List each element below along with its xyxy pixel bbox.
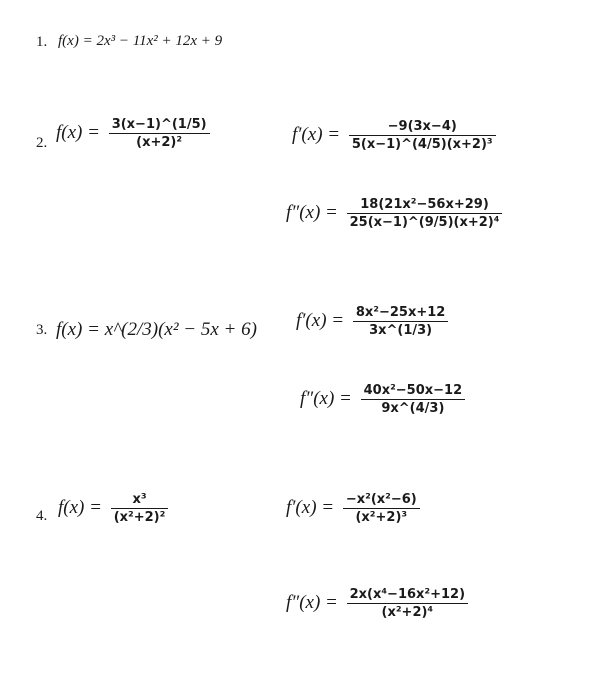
problem-4-function: [58, 493, 168, 524]
problem-2-f-fraction: [109, 118, 210, 149]
problem-2-number: 2.: [36, 135, 48, 151]
problem-2-f1-lhs: f′(x) =: [292, 123, 341, 145]
problem-2-f1-numerator: −9(3x−4): [349, 120, 496, 136]
problem-2-f2-lhs: f″(x) =: [286, 201, 338, 223]
problem-2-f1-fraction: [349, 120, 496, 151]
problem-3-f2-denominator: 9x^(4/3): [381, 401, 445, 416]
problem-2-first-derivative: [292, 120, 496, 151]
problem-4-second-derivative: [286, 588, 468, 619]
problem-3-f1-lhs: f′(x) =: [296, 309, 345, 331]
problem-3-f1-numerator: 8x²−25x+12: [353, 306, 448, 322]
problem-4-f2-lhs: f″(x) =: [286, 591, 338, 613]
problem-3-second-derivative: [300, 384, 465, 415]
problem-2-f-numerator: 3(x−1)^(1/5): [109, 118, 210, 134]
problem-4-f1-lhs: f′(x) =: [286, 496, 335, 518]
problem-4-number: 4.: [36, 508, 48, 524]
problem-4-f-lhs: f(x) =: [58, 496, 102, 518]
problem-3-f2-fraction: [361, 384, 466, 415]
problem-4-f2-numerator: 2x(x⁴−16x²+12): [347, 588, 468, 604]
problem-4-f1-denominator: (x²+2)³: [355, 510, 408, 525]
problem-2-function: [56, 118, 210, 149]
problem-2-f2-fraction: [347, 198, 503, 229]
problem-3-f2-numerator: 40x²−50x−12: [361, 384, 466, 400]
problem-4-f1-fraction: [343, 493, 420, 524]
problem-2-second-derivative: [286, 198, 502, 229]
problem-3-f2-lhs: f″(x) =: [300, 387, 352, 409]
problem-2-f-denominator: (x+2)²: [136, 135, 183, 150]
problem-4-f2-fraction: [347, 588, 468, 619]
problem-1-number: 1.: [36, 34, 48, 50]
problem-3-f1-denominator: 3x^(1/3): [369, 323, 433, 338]
problem-3-function: f(x) = x^(2/3)(x² − 5x + 6): [56, 319, 257, 340]
problem-4-first-derivative: [286, 493, 420, 524]
problem-2-f2-numerator: 18(21x²−56x+29): [347, 198, 503, 214]
problem-2-f-lhs: f(x) =: [56, 121, 100, 143]
problem-3-number: 3.: [36, 322, 48, 338]
problem-2-f2-denominator: 25(x−1)^(9/5)(x+2)⁴: [349, 215, 500, 230]
problem-2-f1-denominator: 5(x−1)^(4/5)(x+2)³: [351, 137, 493, 152]
problem-4-f2-denominator: (x²+2)⁴: [381, 605, 434, 620]
problem-4-f-fraction: [111, 493, 169, 524]
problem-4-f-denominator: (x²+2)²: [113, 510, 166, 525]
problem-1-function: f(x) = 2x³ − 11x² + 12x + 9: [58, 33, 223, 49]
problem-3-f1-fraction: [353, 306, 448, 337]
problem-4-f1-numerator: −x²(x²−6): [343, 493, 420, 509]
problem-4-f-numerator: x³: [111, 493, 169, 509]
problem-3-first-derivative: [296, 306, 448, 337]
